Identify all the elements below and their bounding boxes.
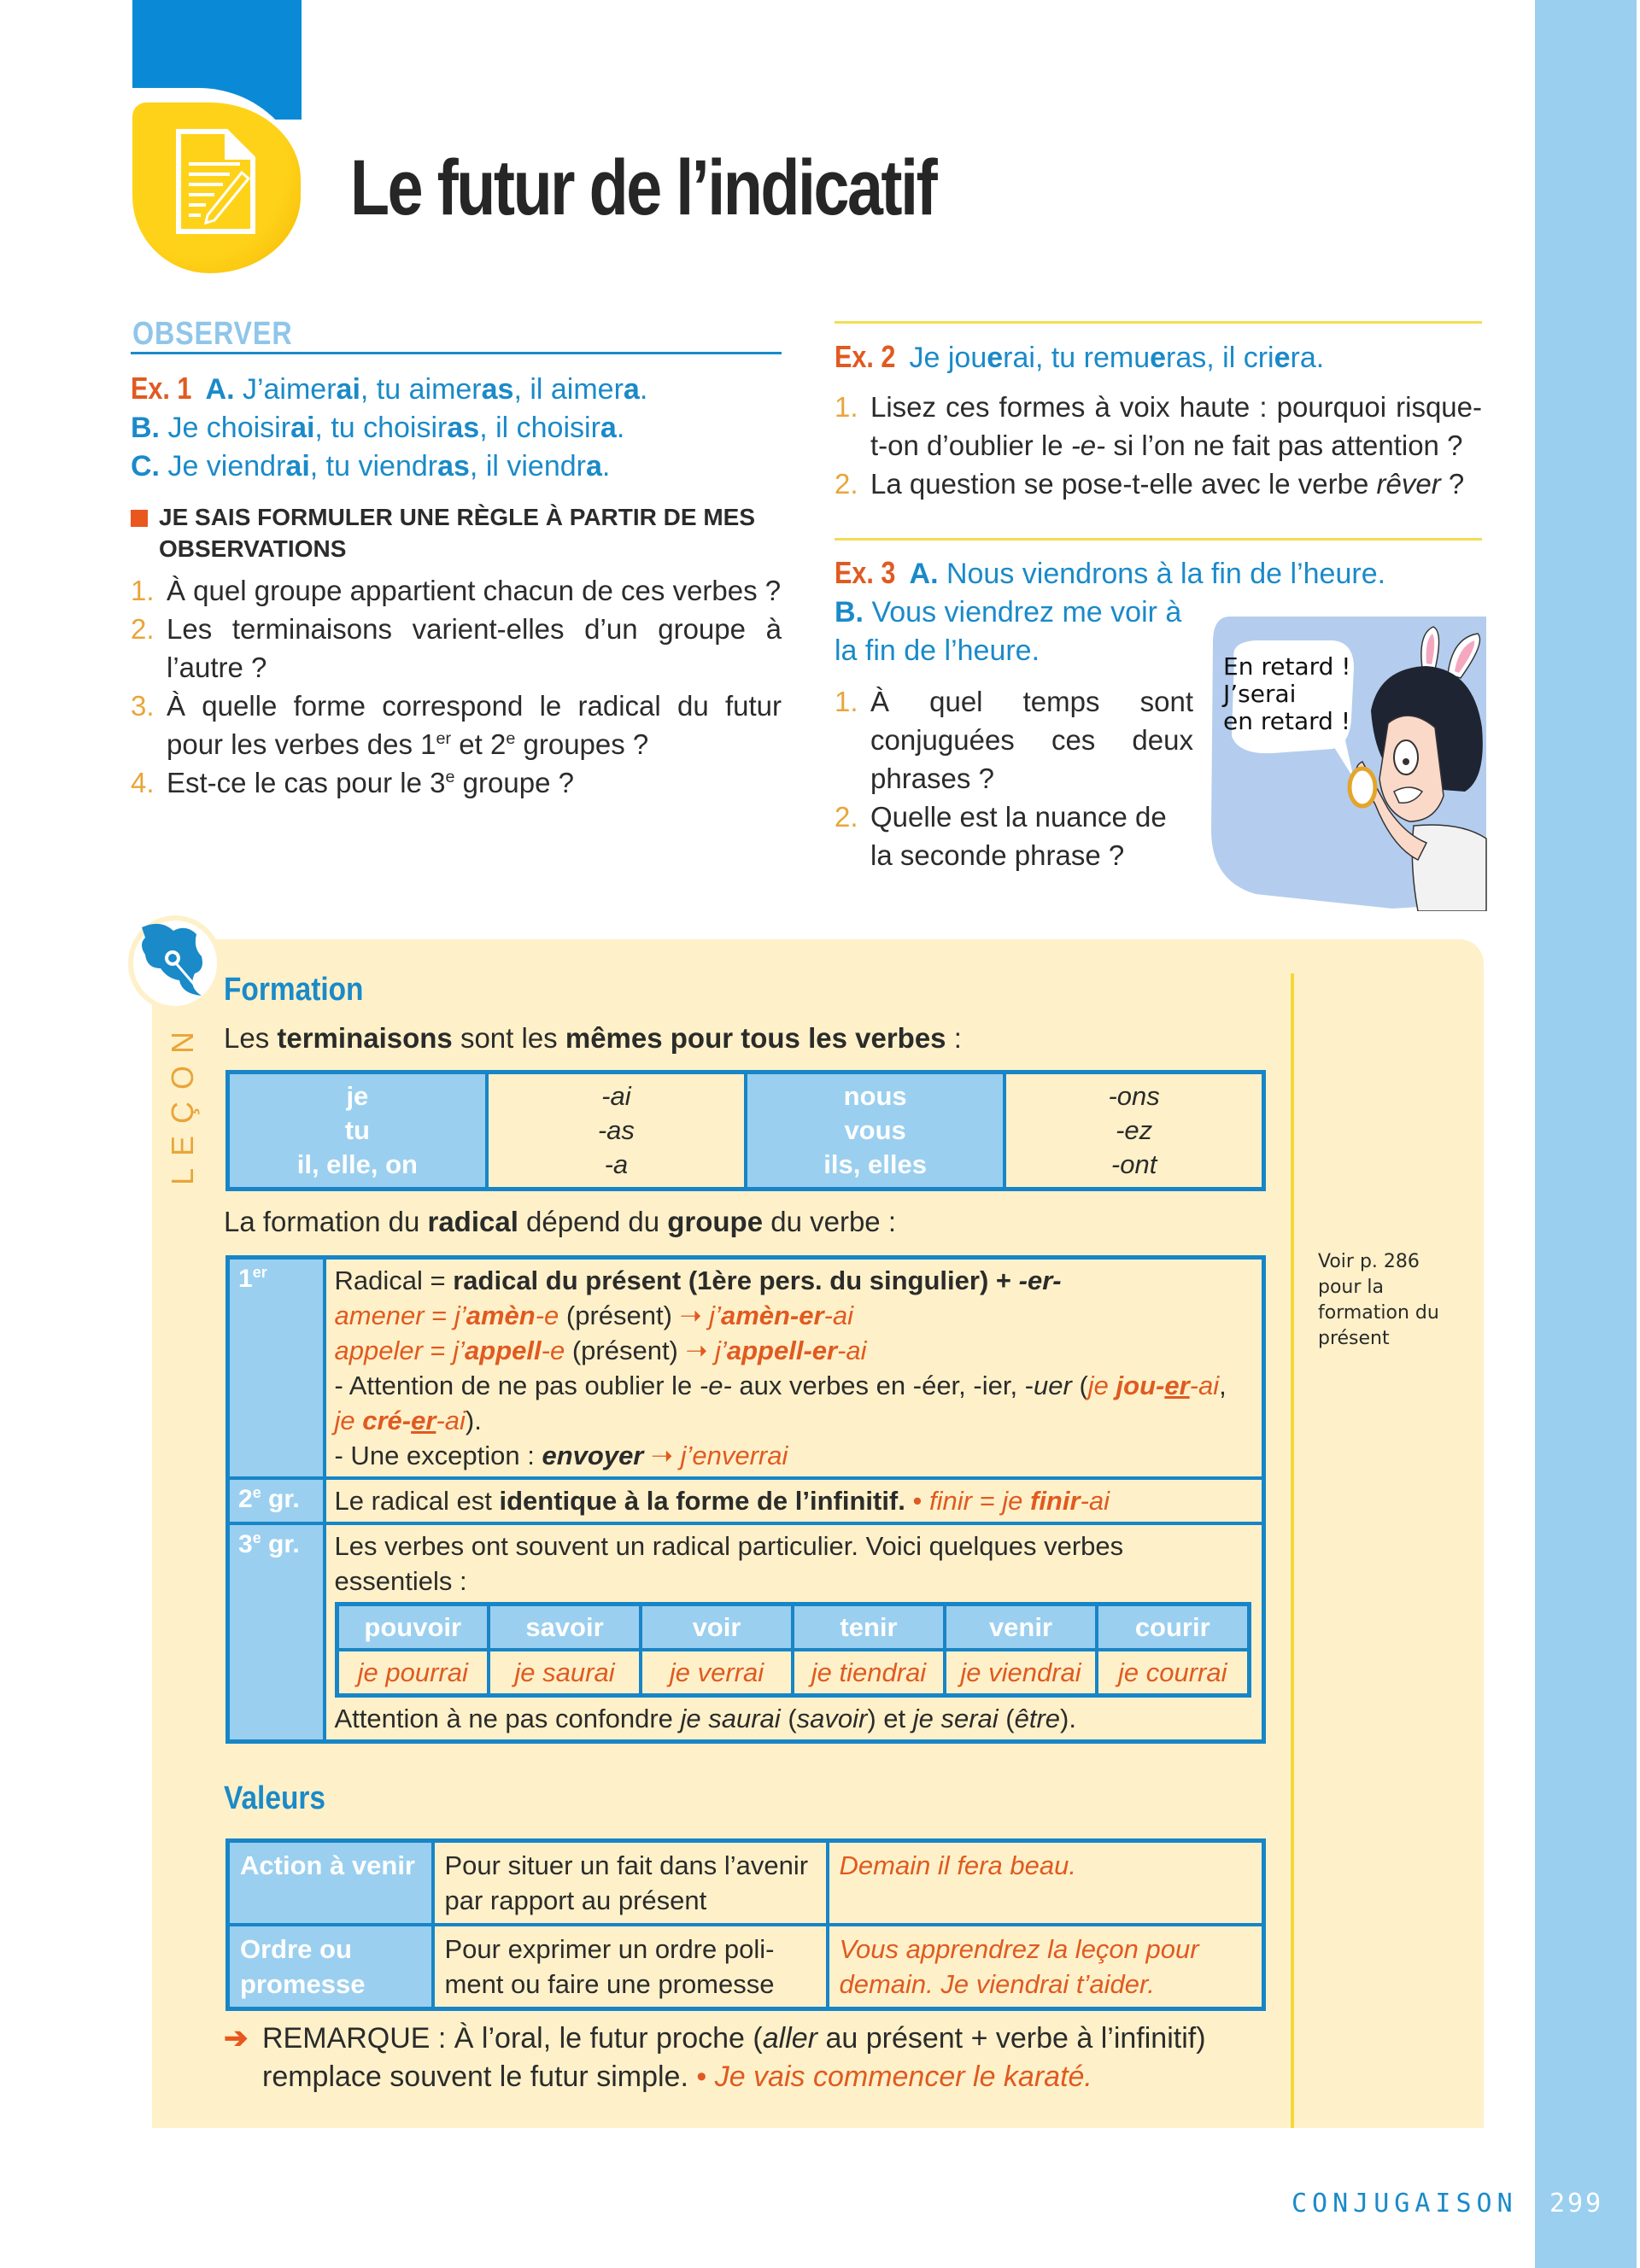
ex2-text: rai, tu remu	[1003, 342, 1151, 374]
valeur-row	[228, 1925, 1264, 2009]
observer-heading: OBSERVER	[132, 316, 293, 352]
ex1-ending: a	[585, 450, 602, 482]
group-1-example-1	[335, 1298, 1254, 1333]
document-pencil-icon	[175, 128, 256, 235]
plural-endings-cell	[1004, 1073, 1263, 1190]
superscript: e	[252, 1484, 261, 1501]
question-item	[131, 610, 782, 687]
question-emphasis: rêver	[1376, 468, 1441, 500]
text: - Attention de ne pas oublier le	[334, 1371, 700, 1400]
ending: -ons	[1108, 1081, 1160, 1111]
text: La formation du	[224, 1206, 428, 1237]
superscript: e	[252, 1529, 261, 1546]
ending: -ez	[1116, 1115, 1153, 1145]
group-1-row	[228, 1258, 1264, 1479]
pronoun: ils, elles	[823, 1149, 927, 1179]
valeurs-table	[226, 1838, 1266, 2011]
verb-future: je viendrai	[945, 1650, 1097, 1696]
question-item	[131, 571, 782, 610]
group-2-label	[228, 1478, 325, 1523]
question-text: Est-ce le cas pour le 3	[167, 767, 446, 798]
valeur-description: Pour situer un fait dans l’avenir par rapport au présent	[433, 1841, 828, 1926]
text-bold: identique à la forme de l’infinitif.	[499, 1486, 905, 1516]
ex3-text-b-cont: la fin de l’heure.	[835, 634, 1040, 667]
ex3-sentence-a	[835, 553, 1482, 593]
example-stem: appell-er	[726, 1336, 838, 1365]
ex1-ending: ai	[336, 373, 360, 406]
ex1-text: Je viendr	[167, 450, 286, 482]
question-emphasis: -e-	[1070, 430, 1106, 461]
text: ) et	[867, 1704, 913, 1733]
verb-infinitive: pouvoir	[337, 1605, 489, 1651]
example: je	[334, 1406, 363, 1435]
text-italic: uer	[1034, 1371, 1072, 1400]
verb-future: je verrai	[641, 1650, 793, 1696]
example: j’	[701, 1301, 721, 1330]
ex1-letter-a: A.	[205, 373, 235, 406]
question-text: Lisez ces formes à voix haute : pourquoi risque-t-on d’oublier le	[870, 391, 1482, 461]
ex3-letter-b: B.	[835, 596, 864, 628]
irregular-verbs-table	[335, 1602, 1251, 1698]
text: ).	[1060, 1704, 1076, 1733]
ex1-text: , il choisir	[479, 412, 600, 444]
arrow-right-icon: ➝	[679, 1301, 702, 1330]
text: du verbe :	[763, 1206, 896, 1237]
bullet-icon: •	[905, 1486, 929, 1516]
group-3-label	[228, 1523, 325, 1742]
fountain-pen-icon	[135, 919, 212, 1001]
singular-pronouns-cell	[228, 1073, 487, 1190]
example-stem: amèn-er	[720, 1301, 824, 1330]
text: Le radical est	[334, 1486, 500, 1516]
ex2-text: ra.	[1290, 342, 1325, 374]
superscript: e	[506, 729, 516, 748]
example: -ai	[1189, 1371, 1220, 1400]
example: j’enverrai	[680, 1441, 788, 1470]
question-number: 2.	[131, 613, 155, 645]
verbs-future-row	[337, 1650, 1249, 1696]
example: finir = je	[928, 1486, 1030, 1516]
radical-intro	[224, 1202, 896, 1241]
remark-text: au présent + verbe à l’infinitif) remplace souvent le futur simple.	[262, 2022, 1206, 2093]
superscript: er	[252, 1264, 267, 1281]
ex1-ending: ai	[290, 412, 315, 444]
pronoun: il, elle, on	[296, 1149, 418, 1179]
ex2-label: Ex. 2	[835, 339, 896, 374]
question-text: si l’on ne fait pas attention ?	[1105, 430, 1463, 461]
remark-text: REMARQUE : À l’oral, le futur proche (	[262, 2022, 763, 2055]
question-text: groupe ?	[454, 767, 574, 798]
valeurs-heading: Valeurs	[224, 1780, 325, 1816]
verb-infinitive: tenir	[793, 1605, 945, 1651]
example: j’	[453, 1336, 466, 1365]
arrow-right-icon: ➝	[685, 1336, 708, 1365]
group-1-rule	[335, 1263, 1254, 1298]
group-suffix: gr.	[261, 1530, 300, 1558]
ex1-text: , il aimer	[513, 373, 624, 406]
example-er-underlined: er	[1164, 1371, 1190, 1400]
ex1-letter-b: B.	[131, 412, 160, 444]
question-item	[835, 388, 1482, 465]
example: =	[424, 1301, 454, 1330]
verb-infinitive: venir	[945, 1605, 1097, 1651]
example: -ai	[837, 1336, 867, 1365]
text: (	[780, 1704, 797, 1733]
text-italic: savoir	[796, 1704, 868, 1733]
example: -e	[541, 1336, 565, 1365]
bubble-line: en retard !	[1223, 707, 1351, 735]
text-bold: terminaisons	[277, 1022, 453, 1054]
ex1-text: .	[616, 412, 625, 444]
text: ,	[1219, 1371, 1227, 1400]
text: (présent)	[565, 1336, 686, 1365]
ex1-text: J’aimer	[242, 373, 337, 406]
example-stem: amèn	[466, 1301, 536, 1330]
speech-bubble-text	[1223, 653, 1351, 735]
plural-pronouns-cell	[746, 1073, 1004, 1190]
verb-infinitive: voir	[641, 1605, 793, 1651]
observer-underline	[131, 352, 782, 354]
group-number: 3	[238, 1530, 253, 1558]
example: appeler	[334, 1336, 423, 1365]
ex1-text: , tu choisir	[314, 412, 448, 444]
example: je	[1087, 1371, 1116, 1400]
group-2-row	[228, 1478, 1264, 1523]
text-bold: mêmes pour tous les verbes	[565, 1022, 946, 1054]
ending: -a	[604, 1149, 629, 1179]
ex1-questions	[131, 571, 782, 802]
text: :	[946, 1022, 962, 1054]
remark-example: Je vais commencer le karaté.	[714, 2060, 1092, 2093]
example: -ai	[823, 1301, 854, 1330]
question-text: Quelle est la nuance de la seconde phrase ?	[870, 801, 1167, 871]
question-item	[131, 687, 782, 763]
ex1-letter-c: C.	[131, 450, 160, 482]
text: Attention à ne pas confondre	[334, 1704, 681, 1733]
question-text: Les terminaisons varient-elles d’un groupe à l’autre ?	[167, 613, 782, 683]
ex2-sentence	[835, 337, 1482, 377]
example: j’	[707, 1336, 727, 1365]
ex2-highlight: e	[1274, 342, 1291, 374]
group-3-content	[325, 1523, 1264, 1742]
group-1-exception	[335, 1438, 1254, 1473]
ex1-ending: a	[623, 373, 640, 406]
ex2-text: ras, il cri	[1166, 342, 1274, 374]
remark	[224, 2020, 1249, 2096]
ex2-top-rule	[835, 321, 1482, 324]
ex2-highlight: e	[1150, 342, 1167, 374]
verb-future: je saurai	[489, 1650, 641, 1696]
ex1-ending: as	[447, 412, 480, 444]
pronoun: je	[346, 1081, 369, 1111]
ex2-highlight: e	[987, 342, 1004, 374]
lesson-margin-separator	[1291, 973, 1294, 2128]
question-text: groupes ?	[515, 728, 649, 760]
group-1-content	[325, 1258, 1264, 1479]
group-3-row	[228, 1523, 1264, 1742]
question-text: La question se pose-t-elle avec le verbe	[870, 468, 1377, 500]
example-stem: jou-	[1116, 1371, 1165, 1400]
ex1-text: , tu viendr	[309, 450, 438, 482]
text-bold: -er-	[1018, 1266, 1062, 1295]
sidenote-line: présent	[1318, 1328, 1390, 1349]
ex3-label: Ex. 3	[835, 555, 896, 590]
ex2-text: Je jou	[909, 342, 987, 374]
orange-square-bullet-icon	[131, 510, 148, 527]
page-title: Le futur de l’indicatif	[350, 144, 936, 231]
text-bold: radical	[427, 1206, 518, 1237]
rule-heading-text: JE SAIS FORMULER UNE RÈGLE À PARTIR DE MES OBSERVATIONS	[159, 504, 755, 562]
text: dépend du	[518, 1206, 668, 1237]
valeur-example: Demain il fera beau.	[828, 1841, 1264, 1926]
text: Radical =	[334, 1266, 454, 1295]
example: -ai	[1080, 1486, 1110, 1516]
text-italic: -e-	[699, 1371, 732, 1400]
question-number: 1.	[131, 575, 155, 606]
question-number: 3.	[131, 690, 155, 722]
example-stem: cré-	[362, 1406, 412, 1435]
question-number: 1.	[835, 391, 858, 423]
question-item	[131, 763, 782, 802]
ex3-top-rule	[835, 538, 1482, 541]
question-text: À quel temps sont conjuguées ces deux phrases ?	[870, 686, 1193, 794]
text-bold: envoyer	[542, 1441, 644, 1470]
valeur-label: Action à venir	[228, 1841, 433, 1926]
text: ).	[465, 1406, 482, 1435]
formation-heading: Formation	[224, 972, 364, 1008]
text-italic: je serai	[912, 1704, 999, 1733]
example-er-underlined: er	[411, 1406, 436, 1435]
question-text: À quel groupe appartient chacun de ces verbes ?	[167, 575, 782, 606]
question-text: et 2	[451, 728, 507, 760]
ex3-text-a: Nous viendrons à la fin de l’heure.	[946, 558, 1386, 590]
text-italic: être	[1014, 1704, 1061, 1733]
group-suffix: gr.	[261, 1485, 300, 1513]
ex1-ending: a	[600, 412, 617, 444]
text: sont les	[452, 1022, 565, 1054]
question-number: 4.	[131, 767, 155, 798]
verb-future: je pourrai	[337, 1650, 489, 1696]
text: aux verbes en -éer, -ier, -	[731, 1371, 1034, 1400]
text-bold: groupe	[667, 1206, 764, 1237]
bubble-line: En retard !	[1223, 652, 1351, 681]
ending: -ai	[601, 1081, 631, 1111]
ex1-text: .	[601, 450, 611, 482]
group-1-label	[228, 1258, 325, 1479]
group-3-note	[335, 1701, 1254, 1736]
arrow-right-icon: ➔	[224, 2022, 249, 2055]
superscript: e	[445, 768, 455, 786]
question-item	[835, 682, 1193, 798]
question-number: 1.	[835, 686, 858, 717]
valeur-label: Ordre ou promesse	[228, 1925, 433, 2009]
example: amener	[334, 1301, 425, 1330]
bubble-line: J’serai	[1223, 680, 1297, 708]
arrow-right-icon: ➝	[643, 1441, 681, 1470]
valeur-description: Pour exprimer un ordre poli-ment ou faire une promesse	[433, 1925, 828, 2009]
ex1-line-a	[131, 369, 782, 409]
example: =	[422, 1336, 454, 1365]
ex3-questions	[835, 682, 1193, 874]
sidenote-line: pour la	[1318, 1277, 1384, 1298]
example: -e	[535, 1301, 559, 1330]
ending: -ont	[1110, 1149, 1157, 1179]
pronoun: vous	[844, 1115, 906, 1145]
verb-infinitive: courir	[1097, 1605, 1249, 1651]
ex1-text: Je choisir	[167, 412, 291, 444]
question-number: 2.	[835, 801, 858, 833]
verb-future: je courrai	[1097, 1650, 1249, 1696]
ending: -as	[597, 1115, 635, 1145]
ex1-line-c	[131, 447, 782, 486]
ex2-questions	[835, 388, 1482, 503]
bullet-icon: •	[688, 2060, 715, 2093]
pronoun: nous	[843, 1081, 907, 1111]
verb-infinitive: savoir	[489, 1605, 641, 1651]
ex1-text: .	[639, 373, 648, 406]
footer-section-label: CONJUGAISON	[1292, 2189, 1518, 2218]
group-1-example-2	[335, 1333, 1254, 1368]
example-stem: finir	[1030, 1486, 1081, 1516]
ex3-letter-a: A.	[909, 558, 939, 590]
question-text: À quelle forme correspond le radical du futur pour les verbes des 1	[167, 690, 782, 760]
group-2-content	[325, 1478, 1264, 1523]
ex1-label: Ex. 1	[131, 371, 192, 406]
text: (	[998, 1704, 1015, 1733]
text: (	[1071, 1371, 1088, 1400]
ex1-text: , il viendr	[469, 450, 586, 482]
groups-table	[226, 1255, 1266, 1744]
question-text: ?	[1440, 468, 1465, 500]
ex3-text-b: Vous viendrez me voir à	[871, 596, 1182, 628]
rule-heading	[131, 501, 782, 564]
valeur-row	[228, 1841, 1264, 1926]
endings-table	[226, 1070, 1266, 1191]
verbs-infinitive-row	[337, 1605, 1249, 1651]
ex1-ending: ai	[285, 450, 310, 482]
example: -ai	[436, 1406, 466, 1435]
example: j’	[454, 1301, 466, 1330]
singular-endings-cell	[487, 1073, 746, 1190]
text-bold: radical du présent (1ère pers. du singulier) +	[453, 1266, 1019, 1295]
lecon-vertical-label: LEÇON	[165, 1019, 200, 1185]
ex1-ending: as	[481, 373, 514, 406]
ex1-line-b	[131, 409, 782, 447]
question-number: 2.	[835, 468, 858, 500]
page-number: 299	[1549, 2189, 1604, 2218]
side-color-strip	[1535, 0, 1637, 2268]
superscript: er	[436, 729, 452, 748]
text: (présent)	[559, 1301, 680, 1330]
sidenote-line: formation du	[1318, 1302, 1439, 1324]
valeur-example: Vous apprendrez la leçon pour demain. Je viendrai t’aider.	[828, 1925, 1264, 2009]
ex2-block	[835, 337, 1482, 503]
example-stem: appell	[465, 1336, 542, 1365]
margin-sidenote	[1318, 1249, 1439, 1352]
observer-left-column	[131, 369, 782, 802]
remark-emphasis: aller	[762, 2022, 817, 2055]
group-number: 1	[238, 1265, 253, 1293]
question-item	[835, 465, 1482, 503]
group-3-rule: Les verbes ont souvent un radical particulier. Voici quelques verbes essentiels :	[334, 1531, 1124, 1596]
ex1-text: , tu aimer	[360, 373, 482, 406]
question-item	[835, 798, 1193, 874]
text: - Une exception :	[334, 1441, 542, 1470]
text: Les	[224, 1022, 278, 1054]
pronoun: tu	[344, 1115, 370, 1145]
text-italic: je saurai	[680, 1704, 781, 1733]
verb-future: je tiendrai	[793, 1650, 945, 1696]
sidenote-line: Voir p. 286	[1318, 1251, 1420, 1272]
formation-intro	[224, 1019, 962, 1057]
group-number: 2	[238, 1485, 253, 1513]
group-1-note	[335, 1368, 1254, 1438]
ex1-ending: as	[437, 450, 470, 482]
